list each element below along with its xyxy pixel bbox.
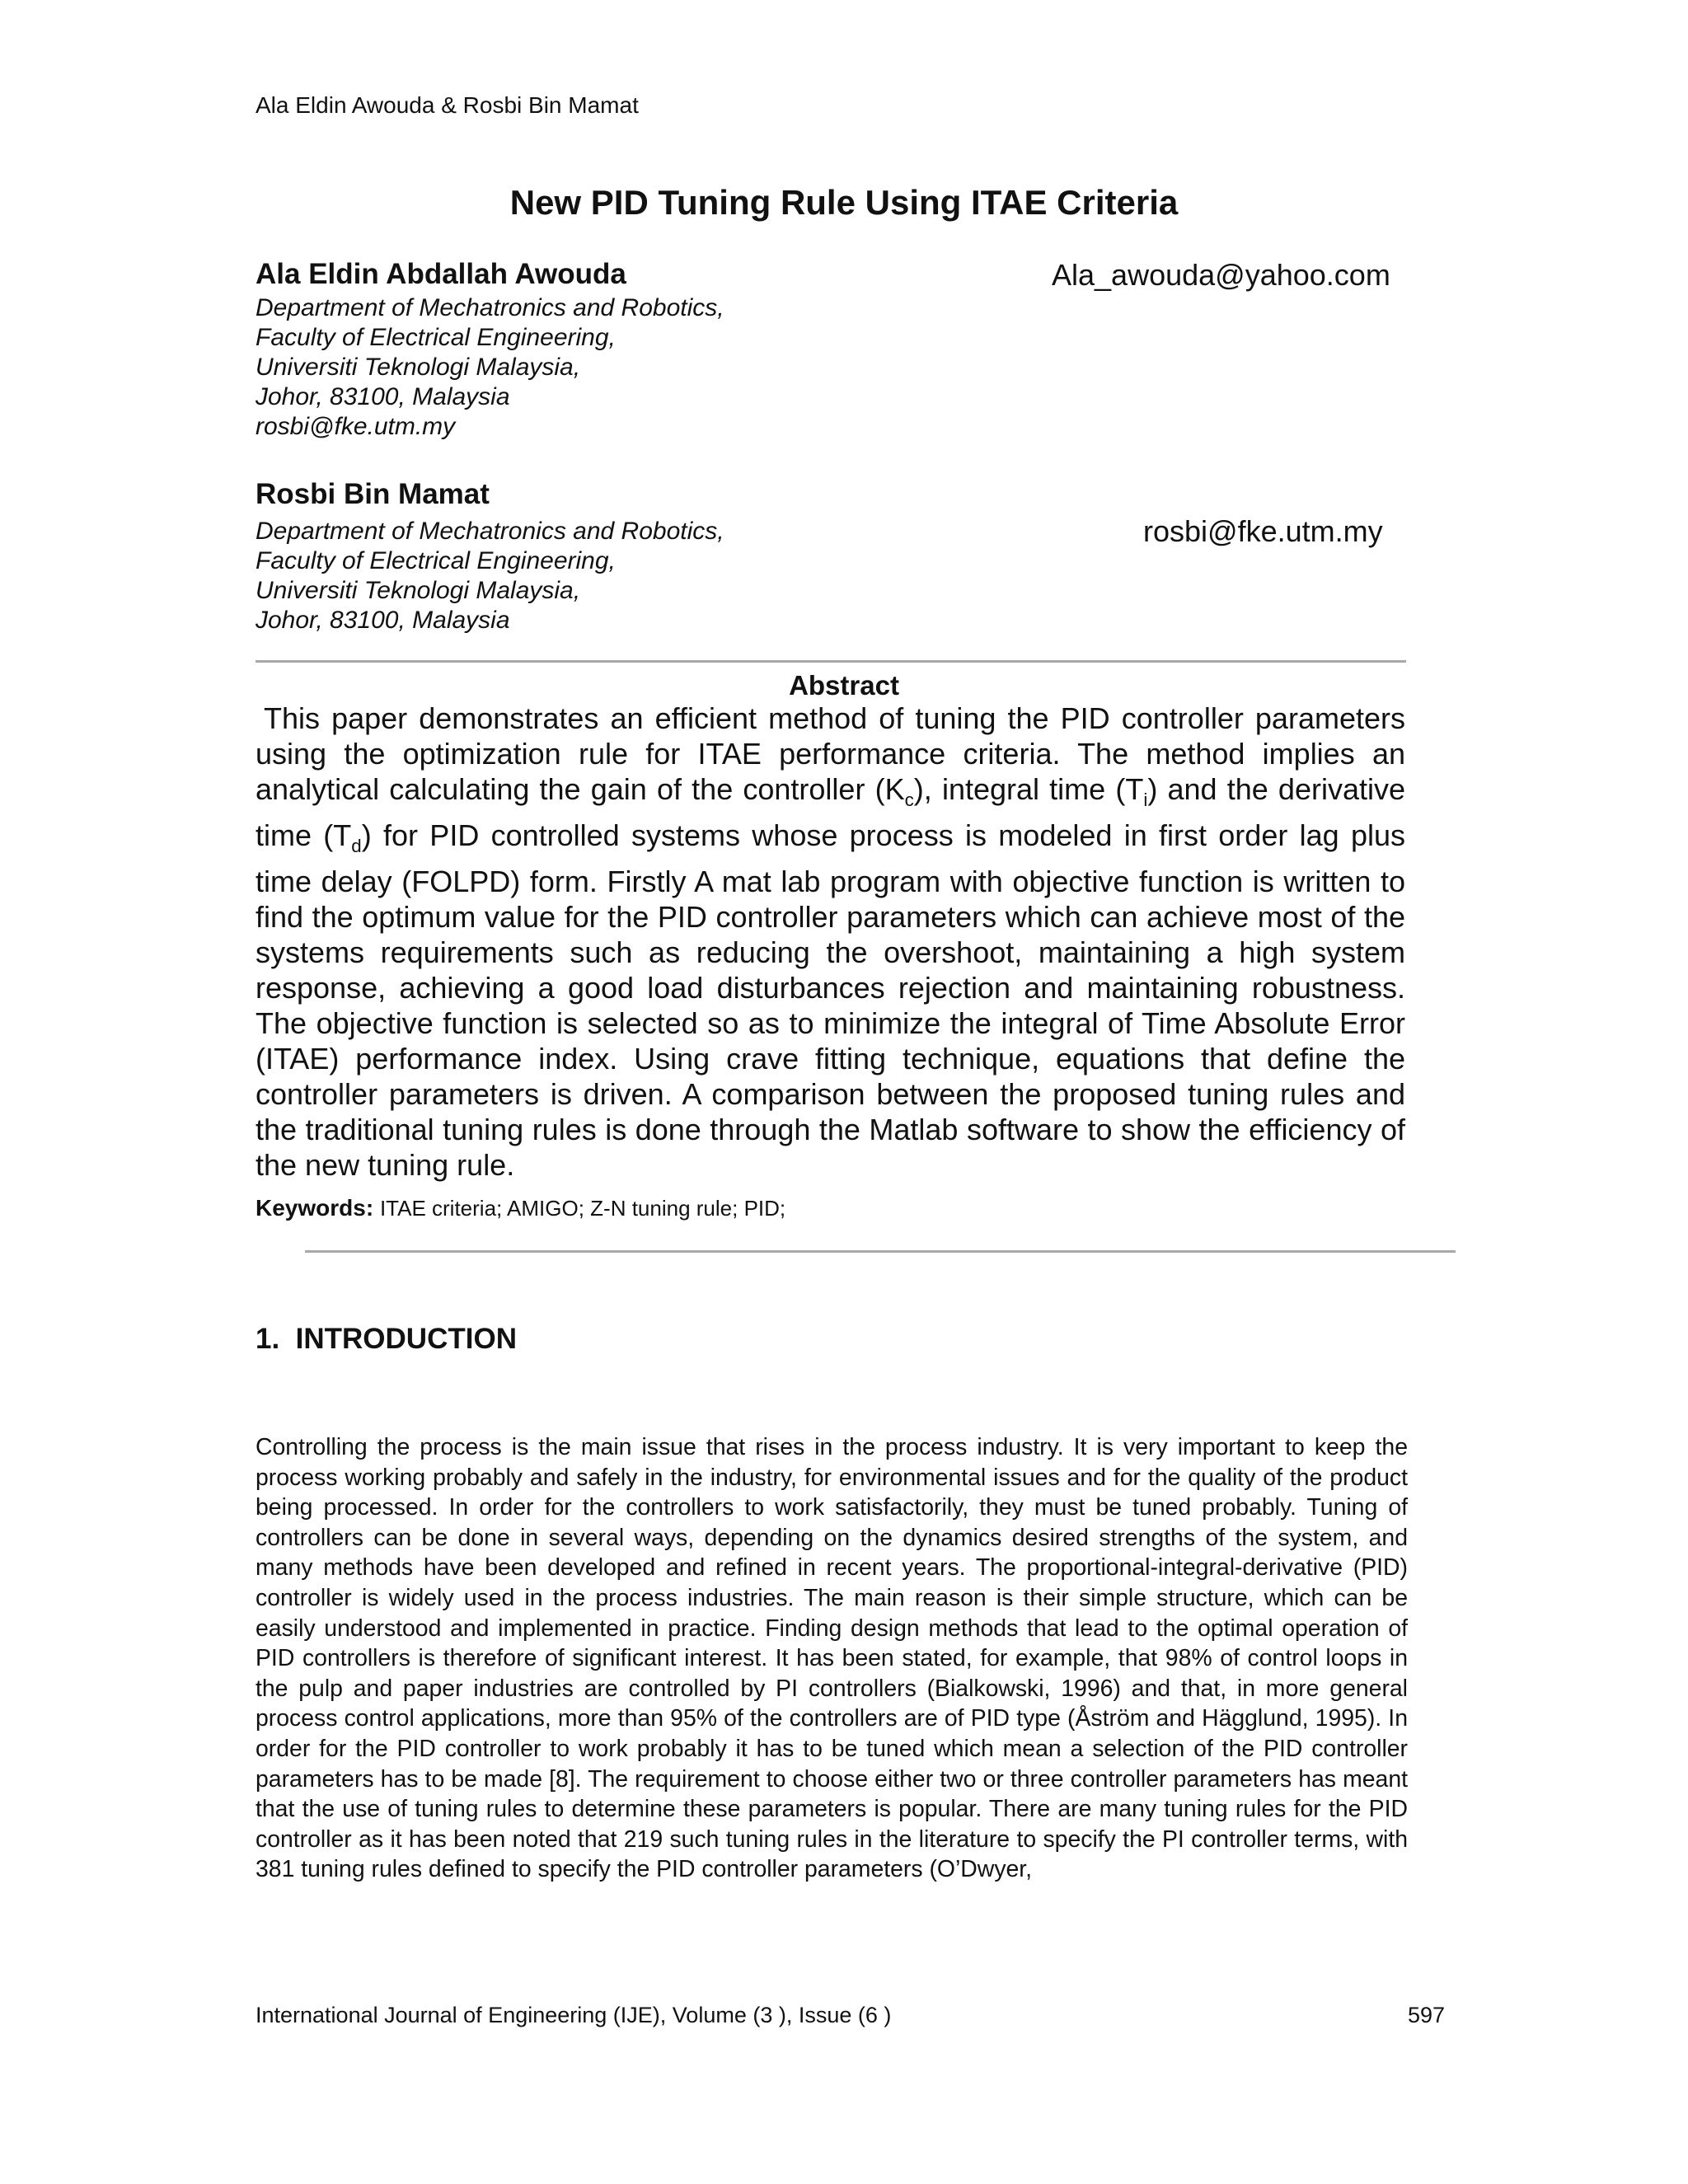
affiliation-line: rosbi@fke.utm.my bbox=[256, 413, 456, 440]
abstract-heading: Abstract bbox=[789, 670, 899, 701]
author-2-name: Rosbi Bin Mamat bbox=[256, 478, 490, 510]
paper-title: New PID Tuning Rule Using ITAE Criteria bbox=[509, 183, 1179, 222]
keywords-text: ITAE criteria; AMIGO; Z-N tuning rule; PID; bbox=[379, 1196, 786, 1221]
affiliation-line: Johor, 83100, Malaysia bbox=[256, 383, 510, 410]
running-head: Ala Eldin Awouda & Rosbi Bin Mamat bbox=[256, 92, 639, 118]
affiliation-line: Department of Mechatronics and Robotics, bbox=[256, 294, 724, 321]
abstract-top-divider bbox=[256, 660, 1406, 663]
section-number: 1. bbox=[256, 1323, 280, 1355]
abstract-text: This paper demonstrates an efficient method of tuning the PID controller parameters using the optimization rule for ITAE performance criteria. The method implies an analytical calculating the gain of the controller (K bbox=[256, 701, 1405, 806]
section-title: INTRODUCTION bbox=[295, 1323, 517, 1355]
keywords-label: Keywords: bbox=[256, 1195, 374, 1221]
abstract-text: ), integral time (T bbox=[913, 772, 1144, 806]
keywords bbox=[256, 1195, 785, 1221]
affiliation-line: Universiti Teknologi Malaysia, bbox=[256, 354, 581, 381]
author-2-affiliation bbox=[256, 517, 724, 635]
abstract-text: ) and the derivative time (T bbox=[256, 772, 1405, 853]
abstract-text: ) for PID controlled systems whose process is modeled in first order lag plus time delay (FOLPD) form. Firstly A mat lab program with objective function is written to find the optimum value for the PID controller parameters which can achieve most of the systems requirements such as reducing the overshoot, maintaining a high system response, achieving a good load disturbances rejection and maintaining robustness. The objective function is selected so as to minimize the integral of Time Absolute Error (ITAE) performance index. Using crave fitting technique, equations that define the controller parameters is driven. A comparison between the proposed tuning rules and the traditional tuning rules is done through the Matlab software to show the efficiency of the new tuning rule. bbox=[256, 818, 1406, 1183]
author-1-name: Ala Eldin Abdallah Awouda bbox=[256, 258, 626, 290]
author-2-email: rosbi@fke.utm.my bbox=[1143, 514, 1383, 548]
affiliation-line: Universiti Teknologi Malaysia, bbox=[256, 577, 581, 604]
author-1-affiliation bbox=[256, 293, 724, 442]
section-heading bbox=[256, 1323, 517, 1356]
affiliation-line: Department of Mechatronics and Robotics, bbox=[256, 518, 724, 545]
abstract-subscript: d bbox=[351, 836, 362, 857]
introduction-text bbox=[256, 1432, 1408, 1885]
abstract-body bbox=[256, 701, 1405, 1183]
author-1-email: Ala_awouda@yahoo.com bbox=[1052, 258, 1390, 292]
affiliation-line: Johor, 83100, Malaysia bbox=[256, 607, 510, 634]
keywords-bottom-divider bbox=[305, 1250, 1456, 1253]
footer-page-number: 597 bbox=[1408, 2003, 1446, 2027]
footer-journal: International Journal of Engineering (IJE), Volume (3 ), Issue (6 ) bbox=[256, 2003, 892, 2027]
paragraph: Controlling the process is the main issue that rises in the process industry. It is very important to keep the process working probably and safely in the industry, for environmental issues and for the quality of the product being processed. In order for the controllers to work satisfactorily, they must be tuned probably. Tuning of controllers can be done in several ways, depending on the dynamics desired strengths of the system, and many methods have been developed and refined in recent years. The proportional-integral-derivative (PID) controller is widely used in the process industries. The main reason is their simple structure, which can be easily understood and implemented in practice. Finding design methods that lead to the optimal operation of PID controllers is therefore of significant interest. It has been stated, for example, that 98% of control loops in the pulp and paper industries are controlled by PI controllers (Bialkowski, 1996) and that, in more general process control applications, more than 95% of the controllers are of PID type (Åström and Hägglund, 1995). In order for the PID controller to work probably it has to be tuned which mean a selection of the PID controller parameters has to be made [8]. The requirement to choose either two or three controller parameters has meant that the use of tuning rules to determine these parameters is popular. There are many tuning rules for the PID controller as it has been noted that 219 such tuning rules in the literature to specify the PI controller terms, with 381 tuning rules defined to specify the PID controller parameters (O’Dwyer, bbox=[256, 1434, 1408, 1883]
affiliation-line: Faculty of Electrical Engineering, bbox=[256, 547, 616, 574]
abstract-subscript: i bbox=[1143, 790, 1148, 811]
affiliation-line: Faculty of Electrical Engineering, bbox=[256, 324, 616, 351]
abstract-subscript: c bbox=[904, 790, 914, 811]
